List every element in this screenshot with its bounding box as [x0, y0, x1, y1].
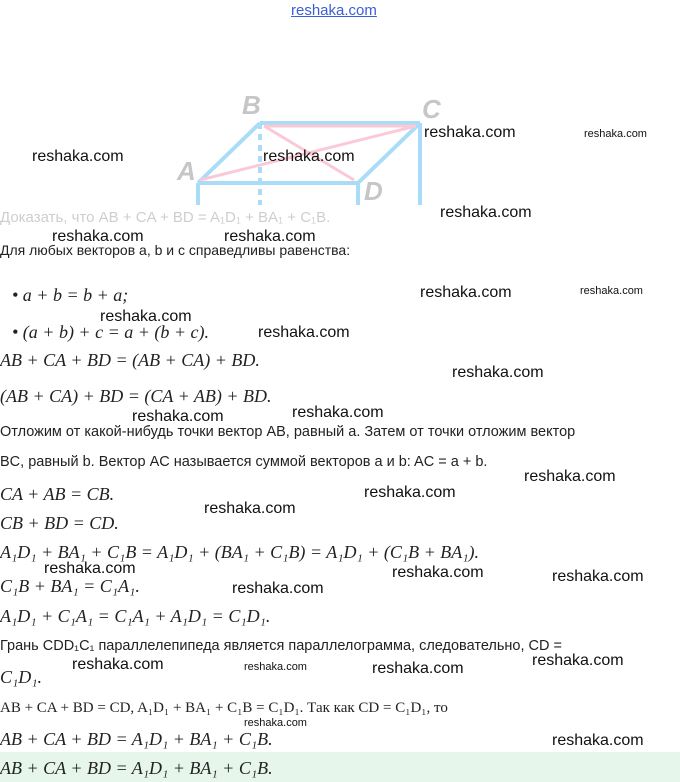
- solution-line-12: C₁B + BA₁ = C₁A₁.: [0, 576, 140, 596]
- solution-line-06: (AB + CA) + BD = (CA + AB) + BD.: [0, 386, 272, 406]
- watermark: reshaka.com: [258, 324, 350, 341]
- watermark: reshaka.com: [364, 484, 456, 501]
- solution-line-03: • a + b = b + a;: [12, 285, 129, 305]
- watermark: reshaka.com: [392, 564, 484, 581]
- solution-line-07: Отложим от какой-нибудь точки вектор AB, равный a. Затем от точки отложим вектор: [0, 424, 576, 440]
- watermark: reshaka.com: [132, 408, 224, 425]
- watermark: reshaka.com: [420, 284, 512, 301]
- watermark: reshaka.com: [524, 468, 616, 485]
- solution-line-04: • (a + b) + c = a + (b + c).: [12, 322, 209, 342]
- watermark: reshaka.com: [32, 148, 124, 165]
- task-statement: Доказать, что AB + CA + BD = A₁D₁ + BA₁ + C₁B.: [0, 209, 331, 226]
- point-label-c: C: [422, 94, 441, 124]
- solution-line-02: Для любых векторов a, b и c справедливы равенства:: [0, 242, 351, 258]
- watermark: reshaka.com: [72, 656, 164, 673]
- solution-line-17: AB + CA + BD = A₁D₁ + BA₁ + C₁B.: [0, 729, 273, 749]
- watermark: reshaka.com: [580, 285, 643, 297]
- watermark: reshaka.com: [372, 660, 464, 677]
- watermark: reshaka.com: [424, 124, 516, 141]
- watermark: reshaka.com: [440, 204, 532, 221]
- watermark: reshaka.com: [292, 404, 384, 421]
- solution-line-13: A₁D₁ + C₁A₁ = C₁A₁ + A₁D₁ = C₁D₁.: [0, 606, 271, 626]
- watermark: reshaka.com: [552, 732, 644, 749]
- answer-line: AB + CA + BD = A₁D₁ + BA₁ + C₁B.: [0, 758, 273, 778]
- watermark: reshaka.com: [204, 500, 296, 517]
- watermark: reshaka.com: [224, 228, 316, 245]
- solution-line-09: CA + AB = CB.: [0, 484, 115, 504]
- watermark: reshaka.com: [244, 661, 307, 673]
- watermark: reshaka.com: [532, 652, 624, 669]
- watermark: reshaka.com: [44, 560, 136, 577]
- watermark: reshaka.com: [584, 128, 647, 140]
- solution-line-14: Грань CDD₁C₁ параллелепипеда является параллелограмма, следовательно, CD =: [0, 638, 562, 654]
- site-link[interactable]: reshaka.com: [291, 2, 377, 19]
- point-label-a: A: [177, 156, 196, 186]
- watermark: reshaka.com: [263, 148, 355, 165]
- watermark: reshaka.com: [52, 228, 144, 245]
- watermark: reshaka.com: [232, 580, 324, 597]
- point-label-b: B: [242, 90, 261, 120]
- solution-line-11: A₁D₁ + BA₁ + C₁B = A₁D₁ + (BA₁ + C₁B) = A₁D₁ + (C₁B + BA₁).: [0, 542, 480, 562]
- solution-line-05: AB + CA + BD = (AB + CA) + BD.: [0, 350, 260, 370]
- point-label-d: D: [364, 176, 383, 206]
- watermark: reshaka.com: [244, 717, 307, 729]
- watermark: reshaka.com: [452, 364, 544, 381]
- watermark: reshaka.com: [100, 308, 192, 325]
- solution-line-15: C₁D₁.: [0, 667, 43, 687]
- watermark: reshaka.com: [552, 568, 644, 585]
- solution-line-10: CB + BD = CD.: [0, 513, 119, 533]
- solution-line-08: BC, равный b. Вектор AC называется суммой векторов a и b: AC = a + b.: [0, 454, 488, 470]
- solution-line-16: AB + CA + BD = CD, A₁D₁ + BA₁ + C₁B = C₁D₁. Так как CD = C₁D₁, то: [0, 700, 448, 716]
